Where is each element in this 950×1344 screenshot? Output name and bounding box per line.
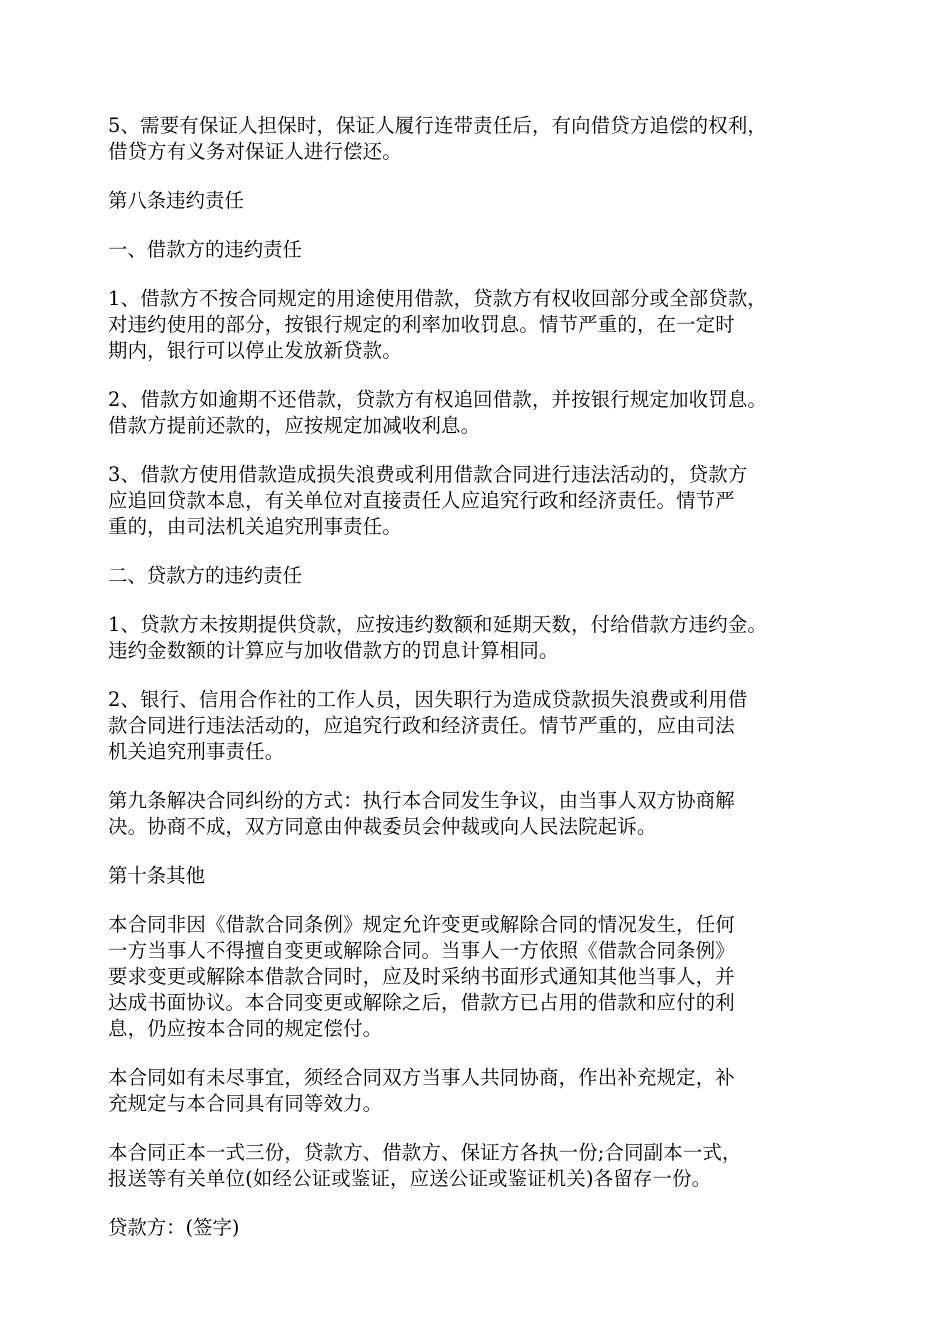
text-line: 借贷方有义务对保证人进行偿还。 bbox=[108, 140, 402, 163]
text-line: 要求变更或解除本借款合同时，应及时采纳书面形式通知其他当事人，并 bbox=[108, 965, 735, 988]
text-line: 借款方提前还款的，应按规定加减收利息。 bbox=[108, 414, 481, 437]
clause-borrower-illegal-use bbox=[108, 462, 844, 540]
text-line: 决。协商不成，双方同意由仲裁委员会仲裁或向人民法院起诉。 bbox=[108, 815, 657, 838]
section-heading-lender-liability bbox=[108, 563, 844, 589]
text-line: 款合同进行违法活动的，应追究行政和经济责任。情节严重的，应由司法 bbox=[108, 714, 735, 737]
article-dispute-resolution bbox=[108, 788, 844, 840]
clause-guarantor-recourse bbox=[108, 113, 844, 165]
text-line: 违约金数额的计算应与加收借款方的罚息计算相同。 bbox=[108, 639, 559, 662]
text-line: 1、借款方不按合同规定的用途使用借款，贷款方有权收回部分或全部贷款， bbox=[108, 287, 768, 310]
clause-borrower-misuse bbox=[108, 286, 844, 364]
text-line: 充规定与本合同具有同等效力。 bbox=[108, 1092, 383, 1115]
heading-text: 第十条其他 bbox=[108, 864, 205, 887]
clause-contract-modification bbox=[108, 912, 844, 1042]
clause-staff-dereliction bbox=[108, 687, 844, 765]
heading-text: 二、贷款方的违约责任 bbox=[108, 564, 302, 587]
section-heading-borrower-liability bbox=[108, 237, 844, 263]
text-line: 第九条解决合同纠纷的方式：执行本合同发生争议，由当事人双方协商解 bbox=[108, 789, 735, 812]
text-line: 3、借款方使用借款造成损失浪费或利用借款合同进行违法活动的，贷款方 bbox=[108, 463, 748, 486]
signature-label: 贷款方：(签字) bbox=[108, 1216, 240, 1239]
text-line: 机关追究刑事责任。 bbox=[108, 740, 285, 763]
text-line: 达成书面协议。本合同变更或解除之后，借款方已占用的借款和应付的利 bbox=[108, 991, 735, 1014]
text-line: 5、需要有保证人担保时，保证人履行连带责任后，有向借贷方追偿的权利， bbox=[108, 114, 768, 137]
text-line: 本合同如有未尽事宜，须经合同双方当事人共同协商，作出补充规定，补 bbox=[108, 1066, 735, 1089]
text-line: 期内，银行可以停止发放新贷款。 bbox=[108, 339, 402, 362]
clause-contract-copies bbox=[108, 1140, 844, 1192]
text-line: 1、贷款方未按期提供贷款，应按违约数额和延期天数，付给借款方违约金。 bbox=[108, 613, 768, 636]
text-line: 息，仍应按本合同的规定偿付。 bbox=[108, 1017, 383, 1040]
text-line: 报送等有关单位(如经公证或鉴证，应送公证或鉴证机关)各留存一份。 bbox=[108, 1167, 712, 1190]
heading-text: 第八条违约责任 bbox=[108, 189, 244, 212]
clause-supplementary-provisions bbox=[108, 1065, 844, 1117]
text-line: 重的，由司法机关追究刑事责任。 bbox=[108, 515, 402, 538]
heading-text: 一、借款方的违约责任 bbox=[108, 238, 302, 261]
text-line: 2、银行、信用合作社的工作人员，因失职行为造成贷款损失浪费或利用借 bbox=[108, 688, 748, 711]
document-body bbox=[108, 113, 844, 1264]
article-heading-breach-liability bbox=[108, 188, 844, 214]
text-line: 2、借款方如逾期不还借款，贷款方有权追回借款，并按银行规定加收罚息。 bbox=[108, 388, 768, 411]
article-heading-other bbox=[108, 863, 844, 889]
lender-signature-line bbox=[108, 1215, 844, 1241]
clause-lender-late-loan bbox=[108, 612, 844, 664]
text-line: 一方当事人不得擅自变更或解除合同。当事人一方依照《借款合同条例》 bbox=[108, 939, 735, 962]
text-line: 对违约使用的部分，按银行规定的利率加收罚息。情节严重的，在一定时 bbox=[108, 313, 735, 336]
clause-borrower-overdue bbox=[108, 387, 844, 439]
text-line: 本合同非因《借款合同条例》规定允许变更或解除合同的情况发生，任何 bbox=[108, 913, 735, 936]
text-line: 应追回贷款本息，有关单位对直接责任人应追究行政和经济责任。情节严 bbox=[108, 489, 735, 512]
text-line: 本合同正本一式三份，贷款方、借款方、保证方各执一份;合同副本一式， bbox=[108, 1141, 742, 1164]
